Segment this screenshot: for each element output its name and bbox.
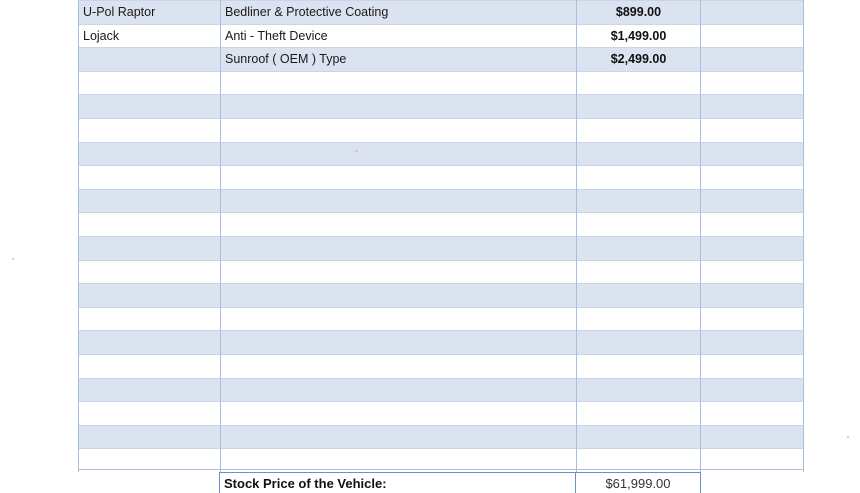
- item-extra-cell: [701, 378, 804, 402]
- item-name-cell: [79, 425, 221, 449]
- item-price-cell: [577, 118, 701, 142]
- item-name-cell: [79, 189, 221, 213]
- scan-speck: [847, 436, 849, 438]
- item-price-cell: [577, 331, 701, 355]
- item-price-cell: $899.00: [577, 1, 701, 25]
- item-price-cell: [577, 95, 701, 119]
- item-name-cell: [79, 213, 221, 237]
- item-price-cell: [577, 402, 701, 426]
- item-description-cell: [221, 71, 577, 95]
- item-name-cell: [79, 378, 221, 402]
- table-row: [79, 236, 804, 260]
- table-row: [79, 284, 804, 308]
- addons-table-body: [79, 1, 804, 472]
- item-name-cell: [79, 71, 221, 95]
- item-name-cell: Lojack: [79, 24, 221, 48]
- item-price-cell: [577, 189, 701, 213]
- table-row: [79, 354, 804, 378]
- item-description-cell: Bedliner & Protective Coating: [221, 1, 577, 25]
- item-price-cell: $2,499.00: [577, 48, 701, 72]
- item-price-cell: [577, 236, 701, 260]
- item-description-cell: [221, 260, 577, 284]
- item-description-cell: Anti - Theft Device: [221, 24, 577, 48]
- table-row: [79, 189, 804, 213]
- item-name-cell: [79, 331, 221, 355]
- item-price-cell: [577, 378, 701, 402]
- table-row: [79, 48, 804, 72]
- item-extra-cell: [701, 118, 804, 142]
- item-description-cell: [221, 284, 577, 308]
- item-extra-cell: [701, 71, 804, 95]
- item-extra-cell: [701, 354, 804, 378]
- item-name-cell: [79, 402, 221, 426]
- item-extra-cell: [701, 260, 804, 284]
- item-name-cell: [79, 95, 221, 119]
- item-name-cell: [79, 307, 221, 331]
- item-description-cell: [221, 425, 577, 449]
- item-extra-cell: [701, 189, 804, 213]
- stock-price-label: Stock Price of the Vehicle:: [224, 476, 387, 491]
- item-extra-cell: [701, 95, 804, 119]
- item-description-cell: [221, 118, 577, 142]
- item-extra-cell: [701, 166, 804, 190]
- item-price-cell: [577, 142, 701, 166]
- item-price-cell: [577, 213, 701, 237]
- item-description-cell: [221, 166, 577, 190]
- item-extra-cell: [701, 142, 804, 166]
- item-extra-cell: [701, 1, 804, 25]
- item-description-cell: Sunroof ( OEM ) Type: [221, 48, 577, 72]
- table-row: [79, 378, 804, 402]
- item-extra-cell: [701, 284, 804, 308]
- item-description-cell: [221, 378, 577, 402]
- item-description-cell: [221, 307, 577, 331]
- table-row: [79, 260, 804, 284]
- table-row: [79, 331, 804, 355]
- item-description-cell: [221, 142, 577, 166]
- table-row: [79, 307, 804, 331]
- table-row: [79, 166, 804, 190]
- addons-sheet: [78, 0, 803, 472]
- item-price-cell: [577, 284, 701, 308]
- item-extra-cell: [701, 307, 804, 331]
- item-extra-cell: [701, 425, 804, 449]
- item-description-cell: [221, 189, 577, 213]
- item-price-cell: $1,499.00: [577, 24, 701, 48]
- table-row: [79, 1, 804, 25]
- addons-table: [78, 0, 804, 472]
- scan-speck: [355, 150, 358, 152]
- item-price-cell: [577, 166, 701, 190]
- item-extra-cell: [701, 236, 804, 260]
- item-name-cell: [79, 142, 221, 166]
- item-description-cell: [221, 331, 577, 355]
- item-name-cell: [79, 166, 221, 190]
- item-description-cell: [221, 236, 577, 260]
- item-price-cell: [577, 425, 701, 449]
- item-price-cell: [577, 354, 701, 378]
- item-description-cell: [221, 354, 577, 378]
- table-row: [79, 402, 804, 426]
- table-row: [79, 142, 804, 166]
- stock-price-value: $61,999.00: [605, 476, 671, 491]
- table-row: [79, 213, 804, 237]
- stock-price-row: [219, 472, 701, 493]
- item-description-cell: [221, 213, 577, 237]
- item-description-cell: [221, 402, 577, 426]
- scan-speck: [12, 258, 14, 260]
- table-row: [79, 425, 804, 449]
- table-row: [79, 71, 804, 95]
- item-name-cell: [79, 48, 221, 72]
- item-extra-cell: [701, 24, 804, 48]
- item-extra-cell: [701, 213, 804, 237]
- table-row: [79, 95, 804, 119]
- item-extra-cell: [701, 331, 804, 355]
- item-price-cell: [577, 307, 701, 331]
- item-name-cell: [79, 118, 221, 142]
- item-price-cell: [577, 71, 701, 95]
- item-extra-cell: [701, 48, 804, 72]
- table-bottom-border: [78, 469, 803, 470]
- item-name-cell: [79, 284, 221, 308]
- item-name-cell: [79, 236, 221, 260]
- item-extra-cell: [701, 402, 804, 426]
- item-price-cell: [577, 260, 701, 284]
- item-description-cell: [221, 95, 577, 119]
- item-name-cell: [79, 260, 221, 284]
- item-name-cell: [79, 354, 221, 378]
- item-name-cell: U-Pol Raptor: [79, 1, 221, 25]
- table-row: [79, 118, 804, 142]
- table-row: [79, 24, 804, 48]
